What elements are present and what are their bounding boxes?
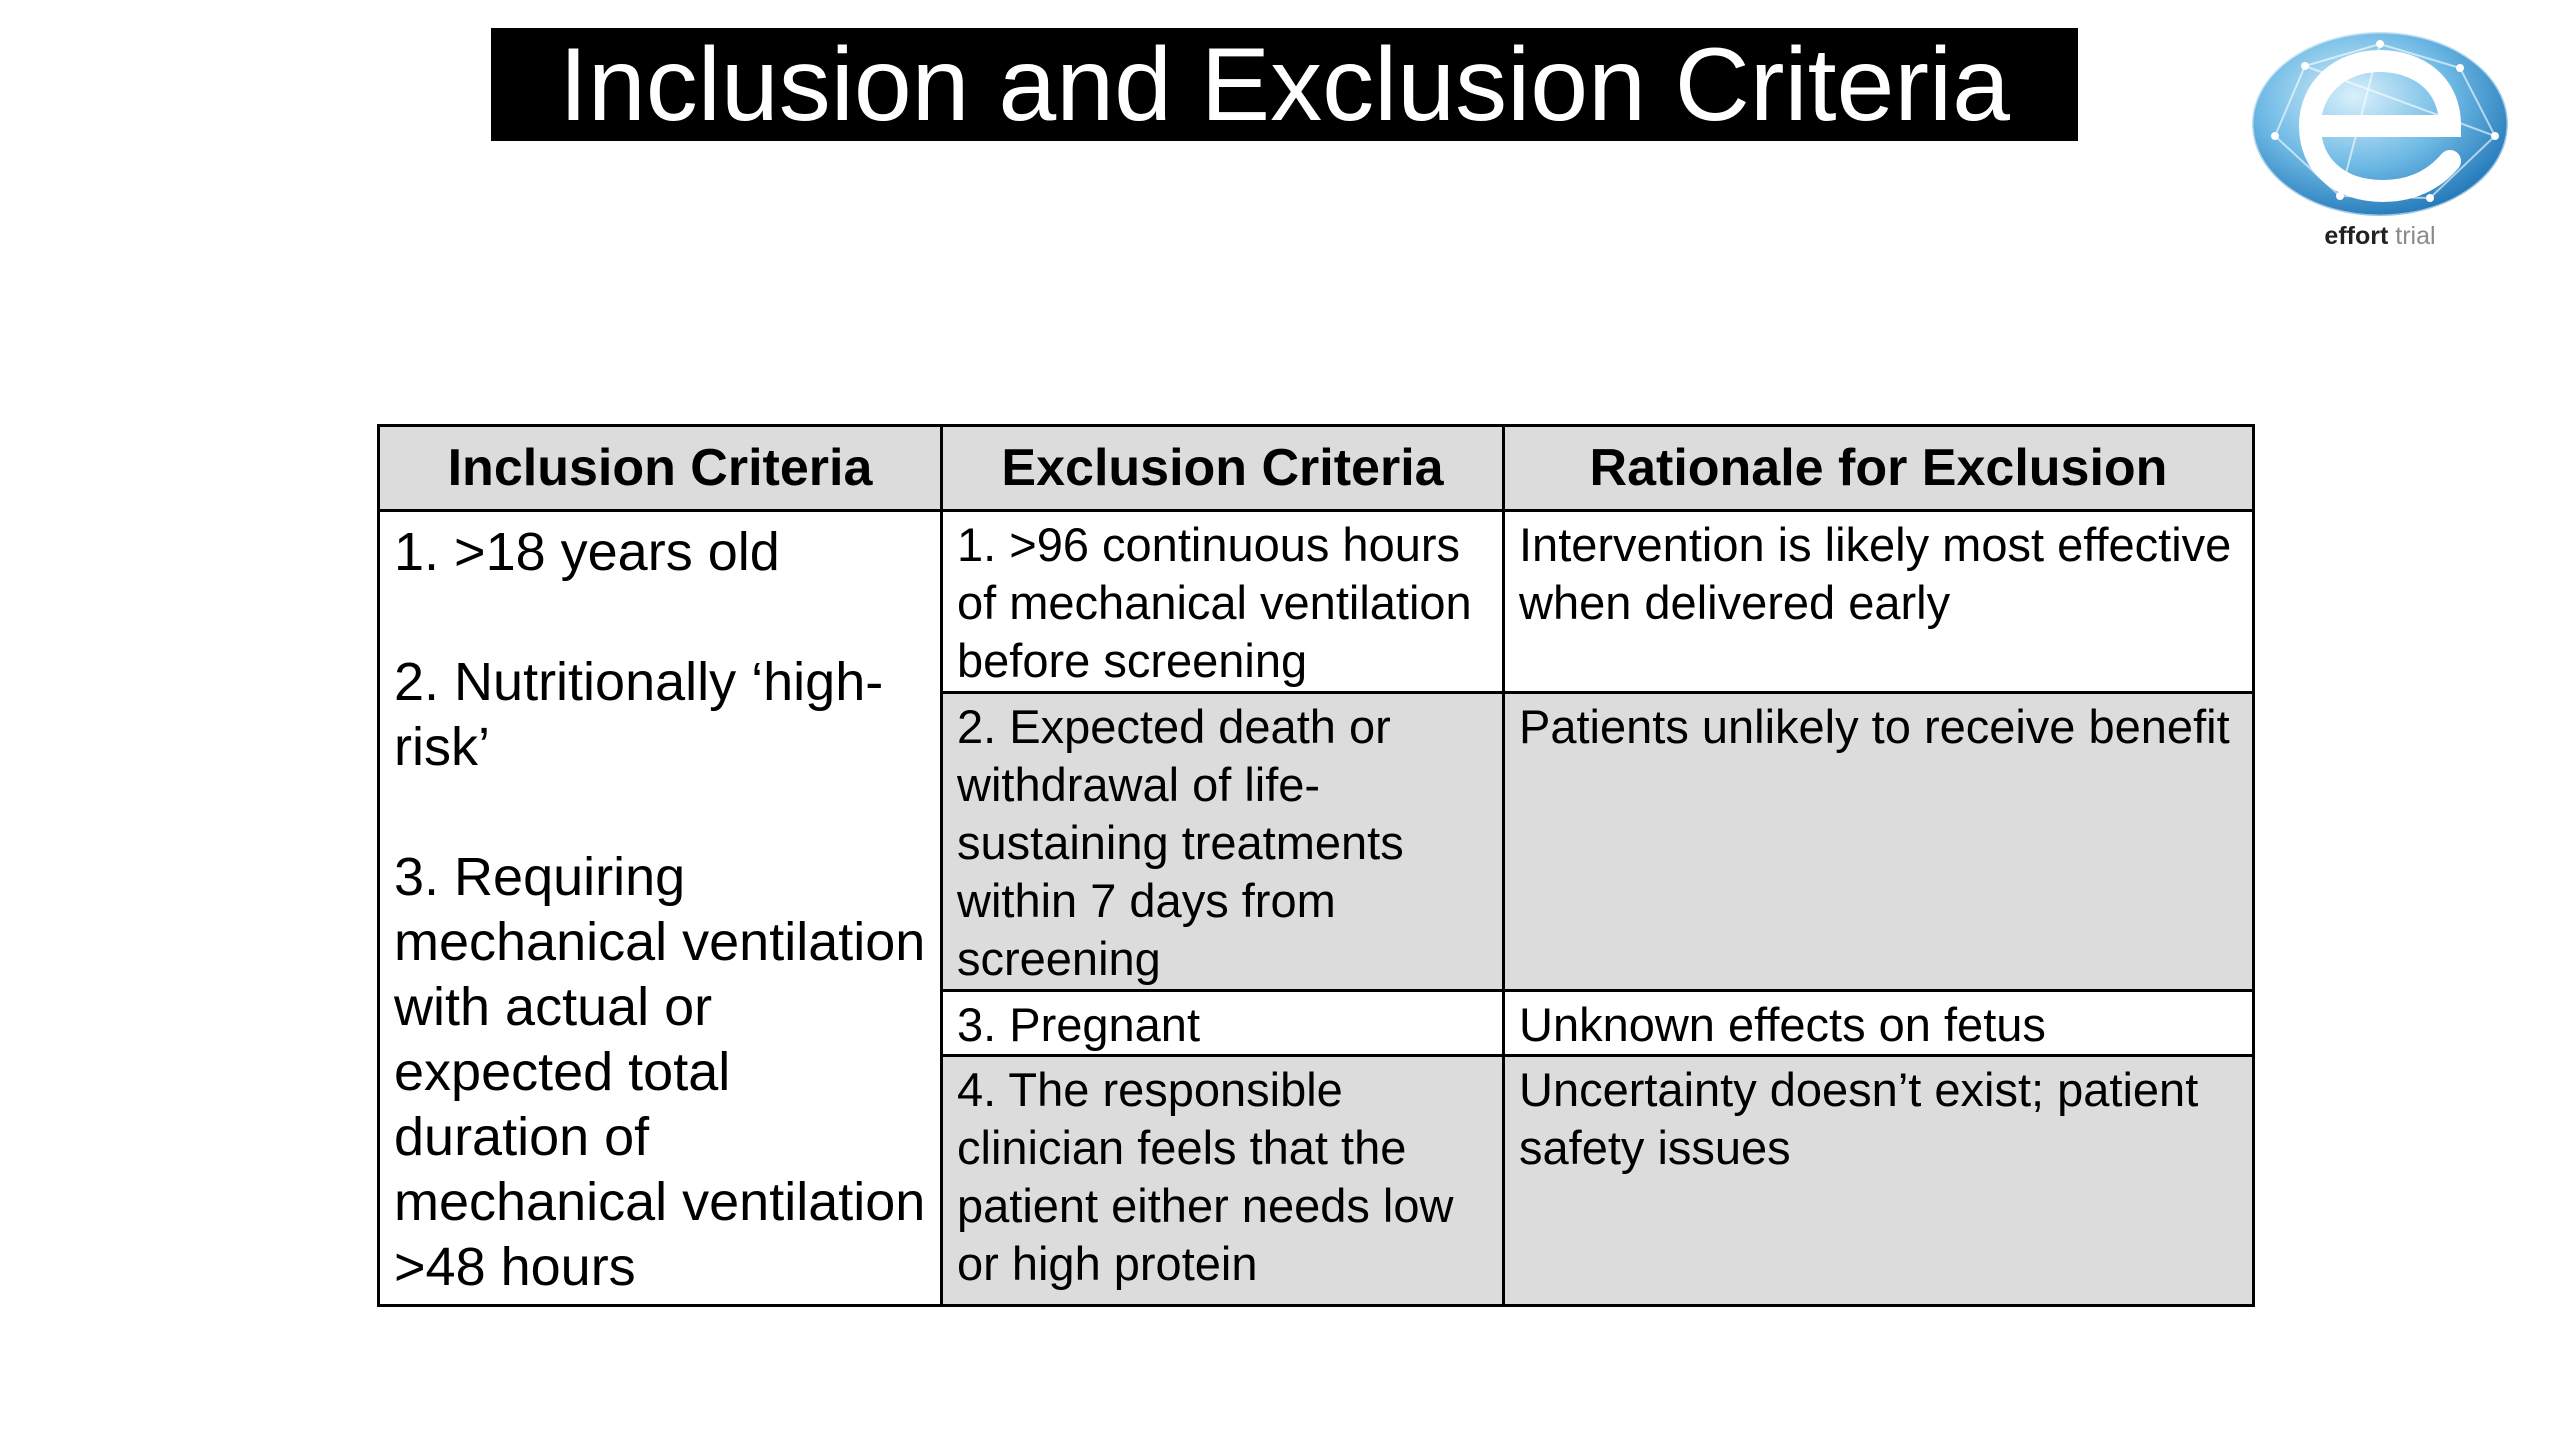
table-row [379,511,2254,693]
logo-word-effort: effort [2324,222,2389,250]
exclusion-cell: 1. >96 continuous hours of mechanical ventilation before screening [942,511,1504,693]
rationale-cell: Patients unlikely to receive benefit [1504,692,2254,990]
header-inclusion: Inclusion Criteria [379,426,942,511]
header-exclusion: Exclusion Criteria [942,426,1504,511]
exclusion-cell: 3. Pregnant [942,990,1504,1055]
header-rationale: Rationale for Exclusion [1504,426,2254,511]
title-bar [491,28,2078,141]
inclusion-item: 2. Nutritionally ‘high-risk’ [394,652,884,777]
criteria-table [377,424,2255,1307]
logo-caption [2245,224,2515,249]
effort-trial-logo [2245,26,2515,258]
rationale-cell: Uncertainty doesn’t exist; patient safety issues [1504,1056,2254,1306]
table-header-row [379,426,2254,511]
exclusion-cell: 4. The responsible clinician feels that the patient either needs low or high protein [942,1056,1504,1306]
inclusion-item: 1. >18 years old [394,522,780,582]
rationale-cell: Intervention is likely most effective when delivered early [1504,511,2254,693]
slide-title: Inclusion and Exclusion Criteria [559,26,2010,143]
effort-globe-icon [2245,26,2515,222]
logo-word-trial: trial [2395,222,2436,250]
inclusion-cell [379,511,942,1306]
exclusion-cell: 2. Expected death or withdrawal of life-sustaining treatments within 7 days from screening [942,692,1504,990]
inclusion-item: 3. Requiring mechanical ventilation with actual or expected total duration of mechanical ventilation >48 hours [394,847,926,1297]
rationale-cell: Unknown effects on fetus [1504,990,2254,1055]
